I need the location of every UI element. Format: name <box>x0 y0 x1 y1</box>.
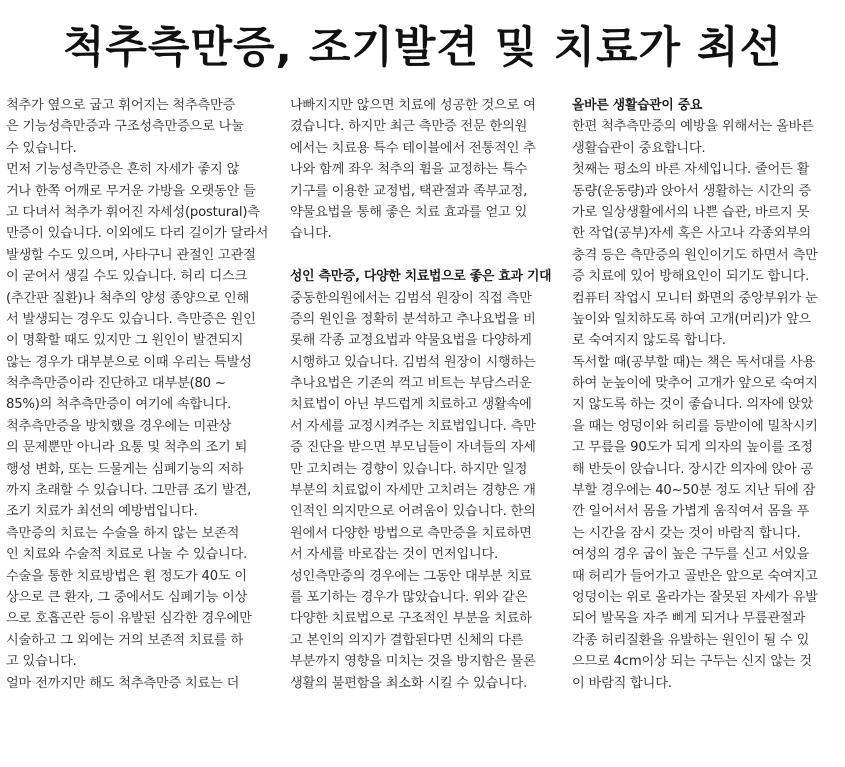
text-line: 나빠지지만 않으면 치료에 성공한 것으로 여 <box>290 98 536 113</box>
text-line: 만 고치려는 경향이 있습니다. 하지만 일정 <box>290 461 528 477</box>
text-line: 이 바람직 합니다. <box>572 675 672 691</box>
text-line: 되어 발목을 자주 삐게 되거나 무릎관절과 <box>572 611 806 627</box>
text-line: 거나 한쪽 어깨로 무거운 가방을 오랫동안 들 <box>6 183 256 199</box>
text-line: 서 발생되는 경우도 있습니다. 측만증은 원인 <box>6 311 256 327</box>
text-line: 까지 초래할 수 있습니다. 그만큼 조기 발견, <box>6 483 252 499</box>
text-line: 는 시간을 잠시 갖는 것이 바람직 합니다. <box>572 525 801 541</box>
text-line: 여성의 경우 굽이 높은 구두를 신고 서있을 <box>572 547 810 563</box>
text-line: 엉덩이는 위로 올라가는 잘못된 자세가 유발 <box>572 589 818 605</box>
text-line: 다양한 치료법으로 구조적인 부분을 치료하 <box>290 611 532 627</box>
text-line: 약물요법을 통해 좋은 치료 효과를 얻고 있 <box>290 204 528 220</box>
section-subheading: 성인 측만증, 다양한 치료법으로 좋은 효과 기대 <box>290 269 552 285</box>
text-line: 상으로 큰 환자, 그 중에서도 심폐기능 이상 <box>6 589 248 605</box>
text-line: 나와 함께 좌우 척추의 휨을 교정하는 특수 <box>290 162 528 178</box>
text-line: 높이와 일치하도록 하여 고개(머리)가 앞으 <box>572 311 812 327</box>
text-line: 으로 호흡곤란 등이 유발된 심각한 경우에만 <box>6 611 252 627</box>
paragraph-gap <box>290 245 562 266</box>
text-line: 시행하고 있습니다. 김범석 원장이 시행하는 <box>290 354 536 370</box>
text-line: 고 있습니다. <box>6 654 77 670</box>
text-line: 이 명확할 때도 있지만 그 원인이 발견되지 <box>6 333 244 349</box>
text-line: 부분의 치료없이 자세만 고치려는 경향은 개 <box>290 483 536 499</box>
text-line: 중동한의원에서는 김범석 원장이 직접 측만 <box>290 290 532 306</box>
text-line: 고 다녀서 척추가 휘어진 자세성(postural)측 <box>6 204 260 220</box>
text-line: 독서할 때(공부할 때)는 책은 독서대를 사용 <box>572 354 816 370</box>
text-line: 먼저 기능성측만증은 흔히 자세가 좋지 않 <box>6 162 240 178</box>
text-line: 부할 경우에는 40~50분 정도 지난 뒤에 잠 <box>572 483 816 499</box>
text-line: 동량(운동량)과 앉아서 생활하는 시간의 증 <box>572 183 812 199</box>
text-line: 측만증의 치료는 수술을 하지 않는 보존적 <box>6 525 240 541</box>
text-line: 증의 원인을 정확히 분석하고 추나요법을 비 <box>290 311 536 327</box>
text-line: 때 허리가 들어가고 골반은 앞으로 숙여지고 <box>572 568 818 584</box>
text-line: 의 문제뿐만 아니라 요통 및 척추의 조기 퇴 <box>6 440 248 456</box>
text-line: 얼마 전까지만 해도 척추측만증 치료는 더 <box>6 675 240 691</box>
text-line: 생활습관이 중요합니다. <box>572 140 706 156</box>
text-line: 수술을 통한 치료방법은 휜 정도가 40도 이 <box>6 568 247 584</box>
article-column-3 <box>572 95 844 767</box>
text-line: 를 포기하는 경우가 많았습니다. 위와 같은 <box>290 589 528 605</box>
text-line: 한편 척추측만증의 예방을 위해서는 올바른 <box>572 119 814 135</box>
text-line: 조기 치료가 최선의 예방법입니다. <box>6 504 198 520</box>
text-line: 않는 경우가 대부분으로 이때 우리는 특발성 <box>6 354 252 370</box>
text-line: 은 기능성측만증과 구조성측만증으로 나눌 <box>6 119 244 135</box>
text-line: 로 숙여지지 않도록 합니다. <box>572 333 726 349</box>
text-line: 증 치료에 있어 방해요인이 되기도 합니다. <box>572 269 810 285</box>
text-line: 고 본인의 의지가 결합된다면 신체의 다른 <box>290 632 524 648</box>
text-line: 지 않도록 하는 것이 좋습니다. 의자에 앉았 <box>572 397 814 413</box>
text-line: 척추가 옆으로 굽고 휘어지는 척추측만증 <box>6 98 236 113</box>
text-line: 만증이 있습니다. 이외에도 다리 길이가 달라서 <box>6 226 269 242</box>
text-line: (추간판 질환)나 척추의 양성 종양으로 인해 <box>6 290 250 306</box>
text-line: 서 자세를 바로잡는 것이 먼저입니다. <box>290 547 499 563</box>
article-column-1 <box>6 95 278 767</box>
text-line: 겼습니다. 하지만 최근 측만증 전문 한의원 <box>290 119 528 135</box>
text-line: 수 있습니다. <box>6 140 77 156</box>
text-line: 치료법이 아닌 부드럽게 치료하고 생활속에 <box>290 397 532 413</box>
text-line: 발생할 수도 있으며, 사타구니 관절인 고관절 <box>6 247 256 263</box>
text-line: 원에서 다양한 방법으로 측만증을 치료하면 <box>290 525 532 541</box>
text-line: 척추측만증이라 진단하고 대부분(80 ~ <box>6 376 226 392</box>
article-column-2 <box>290 95 562 767</box>
text-line: 기구를 이용한 교정법, 택관절과 족부교정, <box>290 183 528 199</box>
text-line: 고 무릎을 90도가 되게 의자의 높이를 조정 <box>572 440 813 456</box>
text-line: 증 진단을 받으면 부모님들이 자녀들의 자세 <box>290 440 536 456</box>
text-line: 생활의 불편함을 최소화 시킬 수 있습니다. <box>290 675 528 691</box>
text-line: 인 치료와 수술적 치료로 나눌 수 있습니다. <box>6 547 248 563</box>
text-line: 가로 일상생활에서의 나쁜 습관, 바르지 못 <box>572 204 810 220</box>
text-line: 이 굳어서 생길 수도 있습니다. 허리 디스크 <box>6 269 248 285</box>
text-line: 부분까지 영향을 미치는 것을 방지함은 물론 <box>290 654 536 670</box>
text-line: 에서는 치료용 특수 테이블에서 전통적인 추 <box>290 140 536 156</box>
text-line: 을 때는 엉덩이와 허리를 등받이에 밀착시키 <box>572 418 818 434</box>
text-line: 첫째는 평소의 바른 자세입니다. 줄어든 활 <box>572 162 810 178</box>
text-line: 시술하고 그 외에는 거의 보존적 치료를 하 <box>6 632 244 648</box>
text-line: 으므로 4cm이상 되는 구두는 신지 않는 것 <box>572 654 812 670</box>
text-line: 충격 등은 측만증의 원인이기도 하면서 측만 <box>572 247 818 263</box>
text-line: 해 반듯이 앉습니다. 장시간 의자에 앉아 공 <box>572 461 814 477</box>
text-line: 각종 허리질환을 유발하는 원인이 될 수 있 <box>572 632 810 648</box>
text-line: 추나요법은 기존의 꺽고 비트는 부담스러운 <box>290 376 532 392</box>
text-line: 인적인 의지만으로 어려움이 있습니다. 한의 <box>290 504 536 520</box>
text-line: 롯해 각종 교정요법과 약물요법을 다양하게 <box>290 333 532 349</box>
text-line: 깐 일어서서 몸을 가볍게 움직여서 몸을 푸 <box>572 504 810 520</box>
headline: 척추측만증, 조기발견 및 치료가 최선 <box>62 23 783 73</box>
text-line: 85%)의 척추측만증이 여기에 속합니다. <box>6 397 232 413</box>
text-line: 컴퓨터 작업시 모니터 화면의 중앙부위가 눈 <box>572 290 818 306</box>
text-line: 척추측만증을 방치했을 경우에는 미관상 <box>6 418 232 434</box>
section-subheading: 올바른 생활습관이 중요 <box>572 98 703 113</box>
text-line: 하여 눈높이에 맞추어 고개가 앞으로 숙여지 <box>572 376 818 392</box>
text-line: 성인측만증의 경우에는 그동안 대부분 치료 <box>290 568 532 584</box>
text-line: 서 자세를 교정시켜주는 치료법입니다. 측만 <box>290 418 536 434</box>
text-line: 행성 변화, 또는 드물게는 심폐기능의 저하 <box>6 461 244 477</box>
text-line: 습니다. <box>290 226 332 242</box>
text-line: 한 작업(공부)자세 혹은 사고나 각종외부의 <box>572 226 812 242</box>
